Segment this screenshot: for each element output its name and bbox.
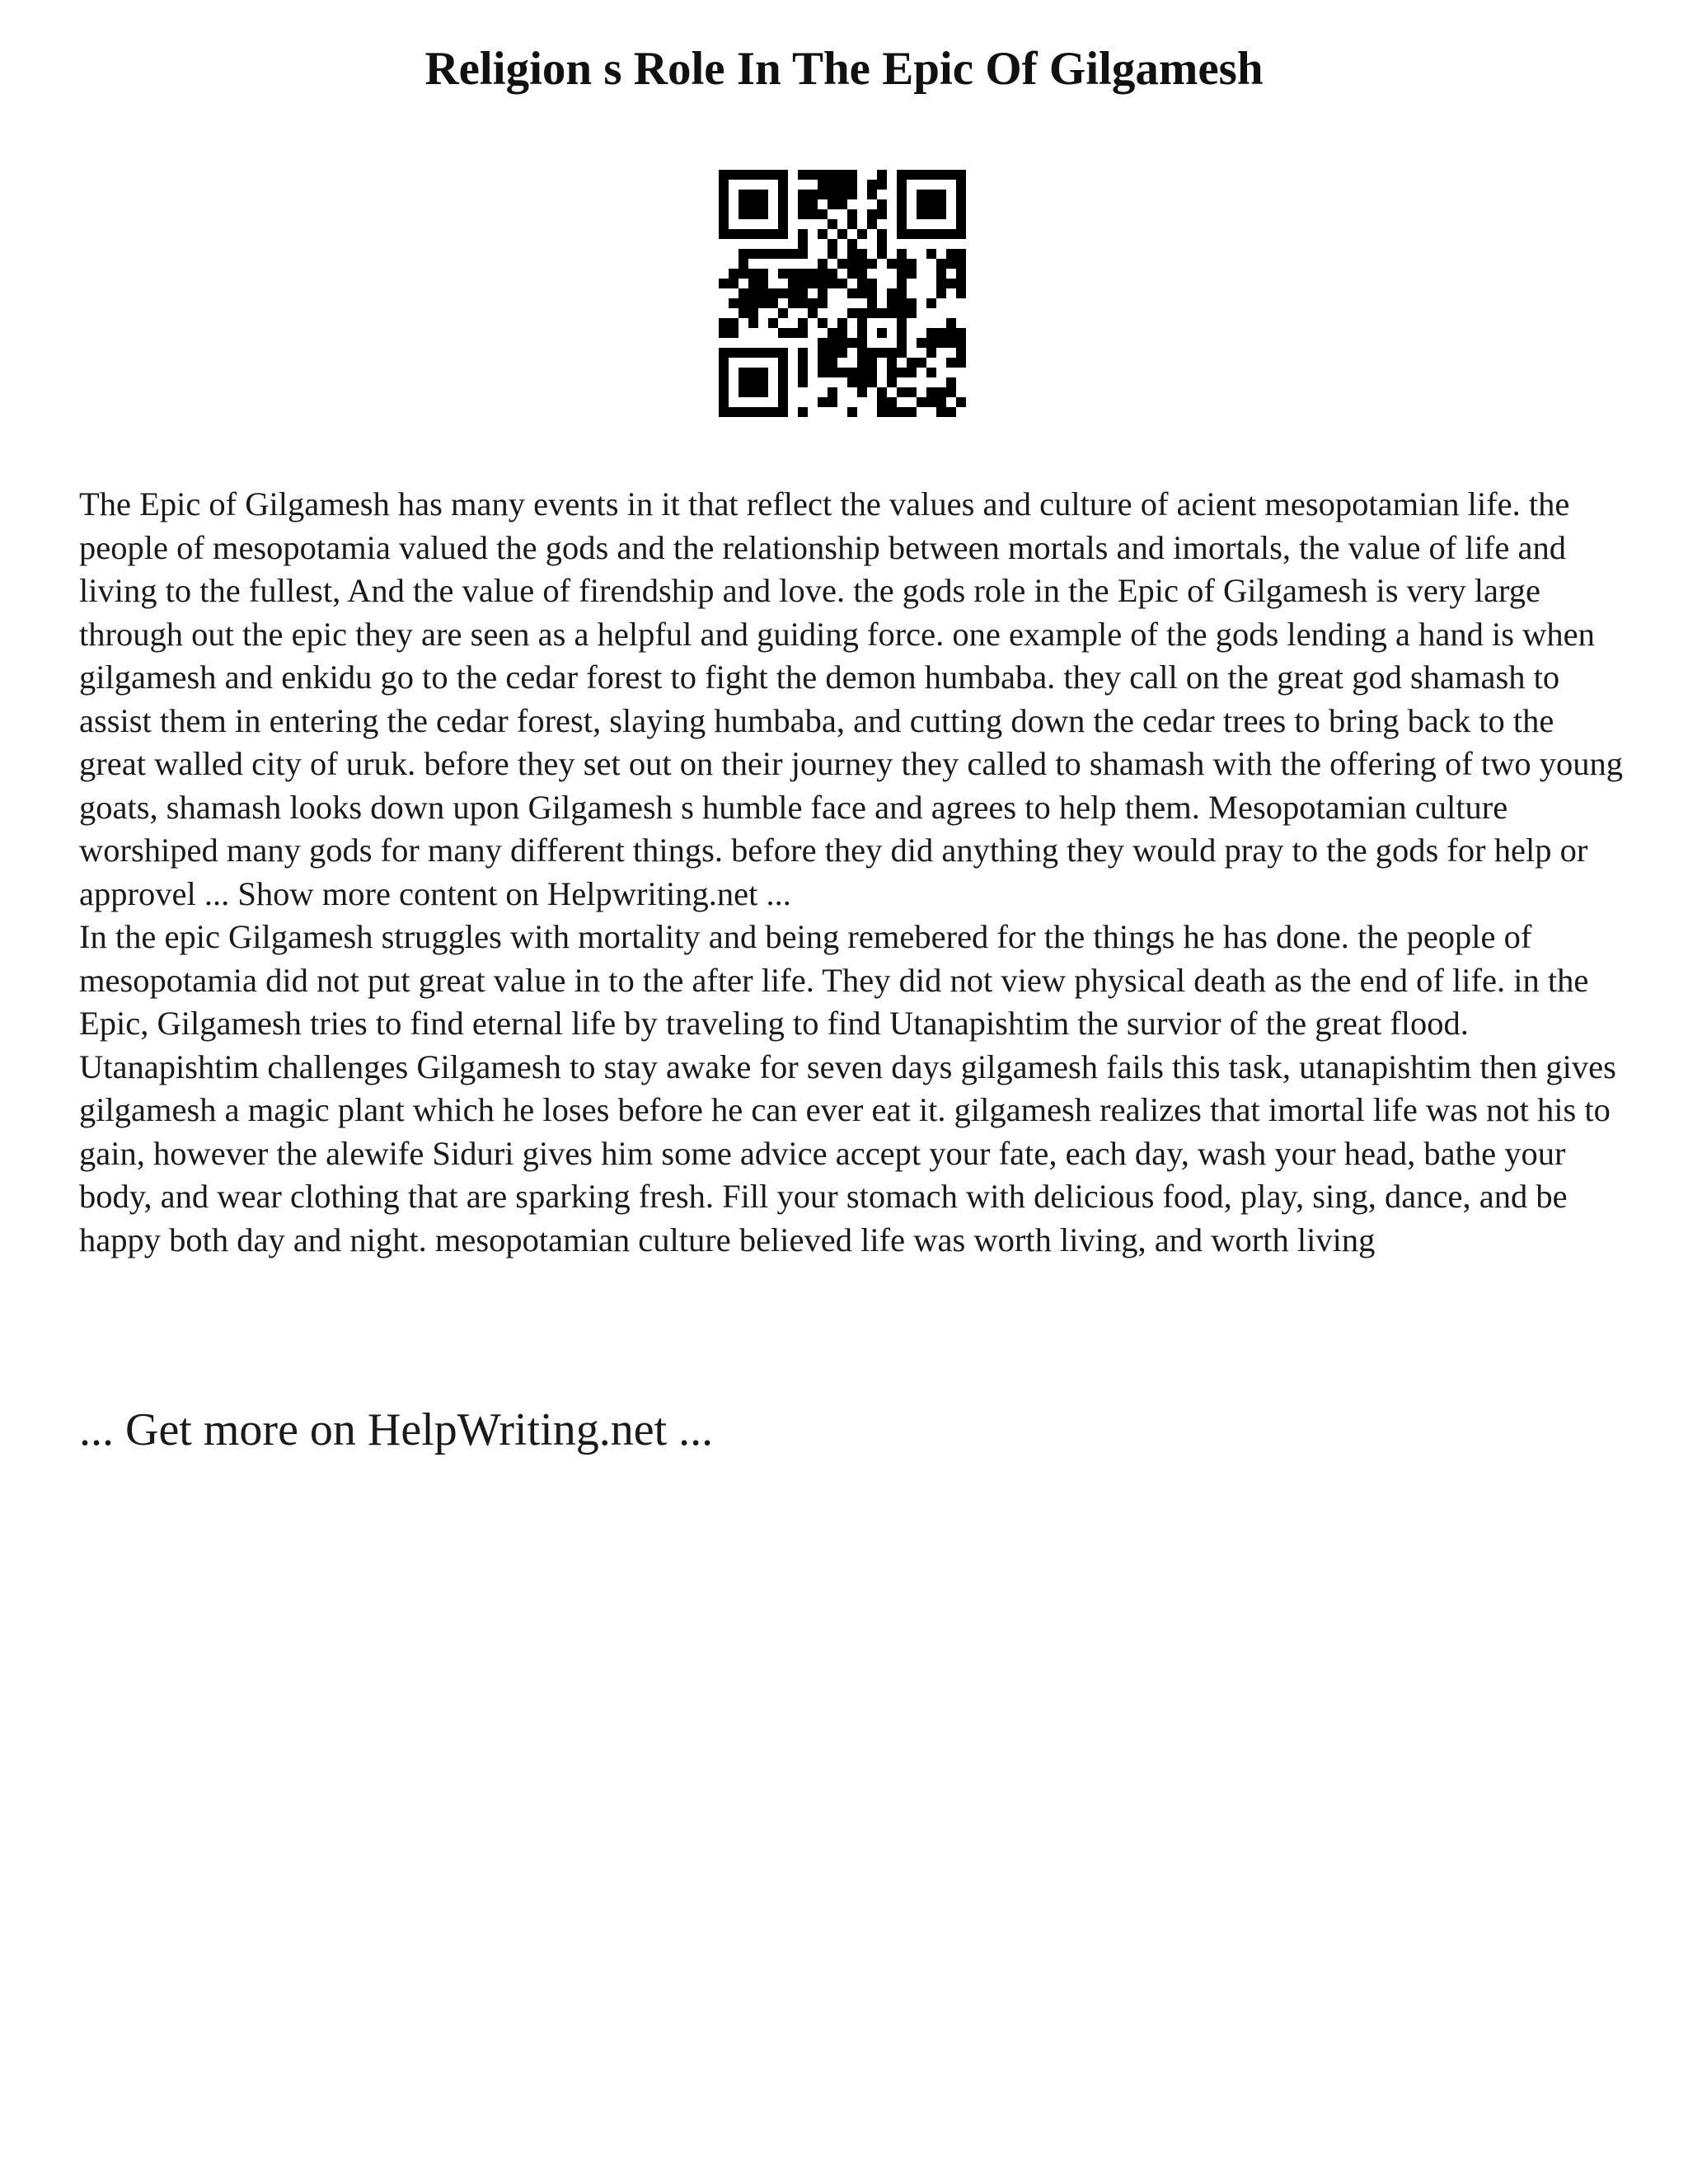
page-title: Religion s Role In The Epic Of Gilgamesh [424,43,1264,95]
article-paragraph: The Epic of Gilgamesh has many events in it that reflect the values and culture of acient mesopotamian life. the people of mesopotamia valued the gods and the relationship between mortals and imortals, the value of life and living to the fullest, And the value of firendship and love. the gods role in the Epic of Gilgamesh is very large through out the epic they are seen as a helpful and guiding force. one example of the gods lending a hand is when gilgamesh and enkidu go to the cedar forest to fight the demon humbaba. they call on the great god shamash to assist them in entering the cedar forest, slaying humbaba, and cutting down the cedar trees to bring back to the great walled city of uruk. before they set out on their journey they called to shamash with the offering of two young goats, shamash looks down upon Gilgamesh s humble face and agrees to help them. Mesopotamian culture worshiped many gods for many different things. before they did anything they would pray to the gods for help or approvel ... Show more content on Helpwriting.net ... [79,485,1623,912]
qr-code-graphic [719,170,966,417]
article-paragraph: In the epic Gilgamesh struggles with mortality and being remebered for the things he has done. the people of mesopotamia did not put great value in to the after life. They did not view physical death as the end of life. in the Epic, Gilgamesh tries to find eternal life by traveling to find Utanapishtim the survior of the great flood. Utanapishtim challenges Gilgamesh to stay awake for seven days gilgamesh fails this task, utanapishtim then gives gilgamesh a magic plant which he loses before he can ever eat it. gilgamesh realizes that imortal life was not his to gain, however the alewife Siduri gives him some advice accept your fate, each day, wash your head, bathe your body, and wear clothing that are sparking fresh. Fill your stomach with delicious food, play, sing, dance, and be happy both day and night. mesopotamian culture believed life was worth living, and worth living [79,918,1616,1258]
qr-code-icon[interactable] [719,170,966,417]
get-more-link[interactable]: ... Get more on HelpWriting.net ... [79,1404,714,1455]
article-body [79,483,1629,1262]
